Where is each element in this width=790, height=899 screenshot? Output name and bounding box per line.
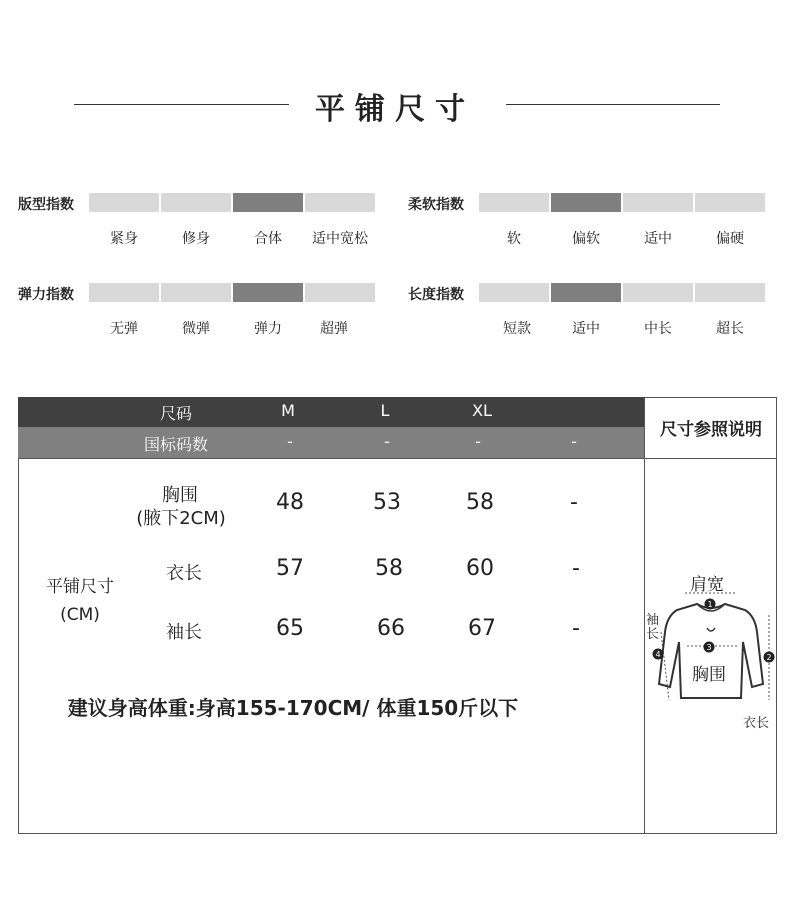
national-value: - xyxy=(384,432,390,451)
index-length-option: 中长 xyxy=(644,321,672,337)
index-softness-seg-2 xyxy=(551,193,621,212)
national-size-label: 国标码数 xyxy=(143,435,208,454)
reference-divider xyxy=(644,458,777,459)
cell-chest-xl: 58 xyxy=(466,490,494,515)
group-label: 平铺尺寸 xyxy=(46,577,114,597)
cell-chest-extra: - xyxy=(570,490,578,515)
row-label-chest: 胸围 xyxy=(162,485,198,506)
label-chest: 胸围 xyxy=(692,665,726,685)
row-sublabel-chest: (腋下2CM) xyxy=(136,508,226,529)
title-line-left xyxy=(74,104,289,105)
header-size-label: 尺码 xyxy=(159,404,192,423)
index-elasticity-seg-1 xyxy=(89,283,159,302)
header-size-l: L xyxy=(380,401,390,420)
index-fit-option: 合体 xyxy=(254,231,282,247)
index-softness-seg-4 xyxy=(695,193,765,212)
marker-1-icon xyxy=(705,599,716,610)
cell-length-xl: 60 xyxy=(466,556,494,581)
national-value: - xyxy=(475,432,481,451)
cell-length-m: 57 xyxy=(276,556,304,581)
index-elasticity-option: 超弹 xyxy=(320,321,348,337)
index-length-seg-4 xyxy=(695,283,765,302)
reference-title: 尺寸参照说明 xyxy=(660,420,762,440)
cell-length-l: 58 xyxy=(375,556,403,581)
height-weight-advice: 建议身高体重:身高155-170CM/ 体重150斤以下 xyxy=(67,696,519,720)
index-length-seg-1 xyxy=(479,283,549,302)
index-length-option: 适中 xyxy=(572,321,600,337)
index-label-softness: 柔软指数 xyxy=(408,197,464,213)
title-line-right xyxy=(506,104,720,105)
index-fit-option: 紧身 xyxy=(110,231,138,247)
cell-length-extra: - xyxy=(572,556,580,581)
label-shoulder: 肩宽 xyxy=(690,575,724,595)
index-fit-seg-2 xyxy=(161,193,231,212)
page-title: 平铺尺寸 xyxy=(315,92,475,127)
group-unit: (CM) xyxy=(60,605,100,625)
row-label-length: 衣长 xyxy=(166,563,202,584)
index-fit-seg-3 xyxy=(233,193,303,212)
label-length: 衣长 xyxy=(743,716,770,731)
index-elasticity-seg-4 xyxy=(305,283,375,302)
cell-sleeve-xl: 67 xyxy=(468,616,496,641)
index-elasticity-seg-3 xyxy=(233,283,303,302)
label-sleeve: 袖长 xyxy=(646,613,660,642)
index-label-fit: 版型指数 xyxy=(18,197,74,213)
index-label-elasticity: 弹力指数 xyxy=(18,287,74,303)
index-softness-option: 软 xyxy=(507,231,521,247)
svg-text:1: 1 xyxy=(707,600,713,609)
cell-sleeve-m: 65 xyxy=(276,616,304,641)
marker-3-icon xyxy=(704,642,715,653)
marker-4-icon xyxy=(653,649,664,660)
index-length-seg-2 xyxy=(551,283,621,302)
index-fit-seg-1 xyxy=(89,193,159,212)
index-softness-option: 偏硬 xyxy=(716,231,744,247)
index-label-length: 长度指数 xyxy=(408,287,464,303)
cell-sleeve-l: 66 xyxy=(377,616,405,641)
index-elasticity-option: 无弹 xyxy=(110,321,138,337)
header-size-m: M xyxy=(281,401,295,420)
index-softness-seg-1 xyxy=(479,193,549,212)
index-fit-option: 适中宽松 xyxy=(312,231,368,247)
index-length-option: 超长 xyxy=(716,321,744,337)
marker-2-icon xyxy=(764,652,775,663)
national-value: - xyxy=(571,432,577,451)
svg-text:2: 2 xyxy=(766,653,772,662)
index-length-option: 短款 xyxy=(503,321,531,337)
cell-sleeve-extra: - xyxy=(572,616,580,641)
table-header-row xyxy=(18,397,644,427)
index-softness-option: 适中 xyxy=(644,231,672,247)
cell-chest-m: 48 xyxy=(276,490,304,515)
index-fit-option: 修身 xyxy=(182,231,210,247)
index-elasticity-option: 弹力 xyxy=(254,321,282,337)
row-label-sleeve: 袖长 xyxy=(166,622,202,643)
svg-text:4: 4 xyxy=(655,650,661,659)
cell-chest-l: 53 xyxy=(373,490,401,515)
header-size-xl: XL xyxy=(472,401,492,420)
index-elasticity-option: 微弹 xyxy=(182,321,210,337)
index-softness-option: 偏软 xyxy=(572,231,600,247)
index-length-seg-3 xyxy=(623,283,693,302)
index-softness-seg-3 xyxy=(623,193,693,212)
header-divider xyxy=(18,458,644,459)
national-value: - xyxy=(287,432,293,451)
index-fit-seg-4 xyxy=(305,193,375,212)
index-elasticity-seg-2 xyxy=(161,283,231,302)
svg-text:3: 3 xyxy=(706,643,712,652)
